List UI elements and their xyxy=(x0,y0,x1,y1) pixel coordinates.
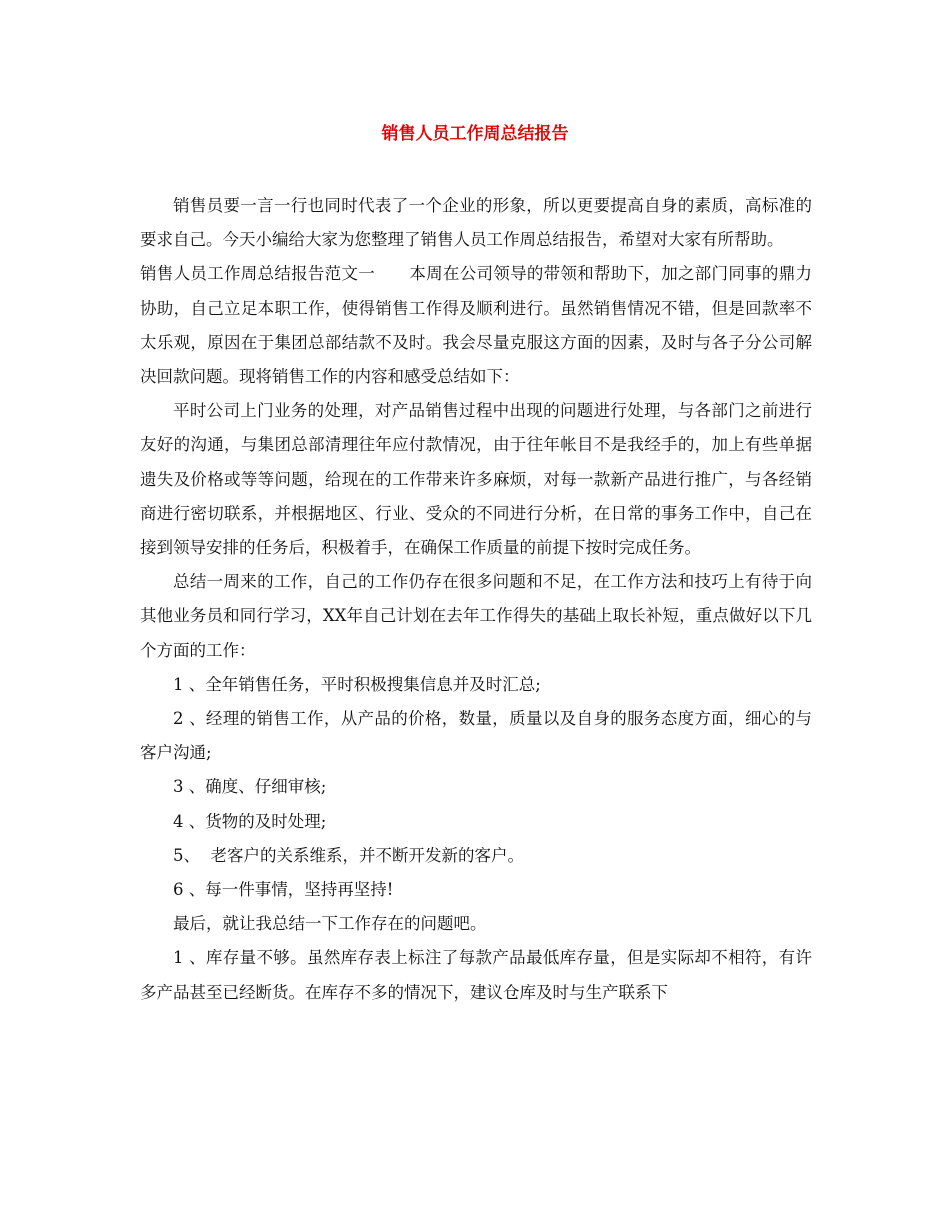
sample-opening: 本周在公司领导的带领和帮助下，加之部门同事的鼎力协助，自己立足本职工作，使得销售工作得及顺利进行。虽然销售情况不错，但是回款率不太乐观，原因在于集团总部结款不及时。我会尽量克服这方面的因素，及时与各子分公司解决回款问题。现将销售工作的内容和感受总结如下： xyxy=(140,264,813,387)
plan-item: 2 、经理的销售工作，从产品的价格，数量，质量以及自身的服务态度方面，细心的与客户沟通; xyxy=(140,709,812,763)
plan-item: 3 、确度、仔细审核; xyxy=(173,777,327,797)
sample-paragraph xyxy=(140,257,812,394)
document-body xyxy=(140,189,812,1010)
intro-paragraph: 销售员要一言一行也同时代表了一个企业的形象，所以更要提高自身的素质，高标准的要求自己。今天小编给大家为您整理了销售人员工作周总结报告，希望对大家有所帮助。 xyxy=(140,196,812,250)
document-title: 销售人员工作周总结报告 xyxy=(381,124,569,144)
problems-intro: 最后，就让我总结一下工作存在的问题吧。 xyxy=(173,914,487,934)
plan-item: 6 、每一件事情，坚持再坚持! xyxy=(173,880,394,900)
summary-paragraph: 总结一周来的工作，自己的工作仍存在很多问题和不足，在工作方法和技巧上有待于向其他业务员和同行学习，XX年自己计划在去年工作得失的基础上取长补短，重点做好以下几个方面的工作： xyxy=(140,572,812,660)
plan-item: 4 、货物的及时处理; xyxy=(173,811,327,831)
plan-item: 5、 老客户的关系维系，并不断开发新的客户。 xyxy=(173,845,524,865)
plan-item: 1 、全年销售任务，平时积极搜集信息并及时汇总; xyxy=(173,674,541,694)
sample-heading: 销售人员工作周总结报告范文一 xyxy=(140,264,376,284)
problem-item: 1 、库存量不够。虽然库存表上标注了每款产品最低库存量，但是实际却不相符，有许多产品甚至已经断货。在库存不多的情况下，建议仓库及时与生产联系下 xyxy=(140,948,812,1002)
business-paragraph: 平时公司上门业务的处理，对产品销售过程中出现的问题进行处理，与各部门之前进行友好的沟通，与集团总部清理往年应付款情况，由于往年帐目不是我经手的，加上有些单据遗失及价格或等等问题，给现在的工作带来许多麻烦，对每一款新产品进行推广，与各经销商进行密切联系，并根据地区、行业、受众的不同进行分析，在日常的事务工作中，自己在接到领导安排的任务后，积极着手，在确保工作质量的前提下按时完成任务。 xyxy=(140,401,812,558)
